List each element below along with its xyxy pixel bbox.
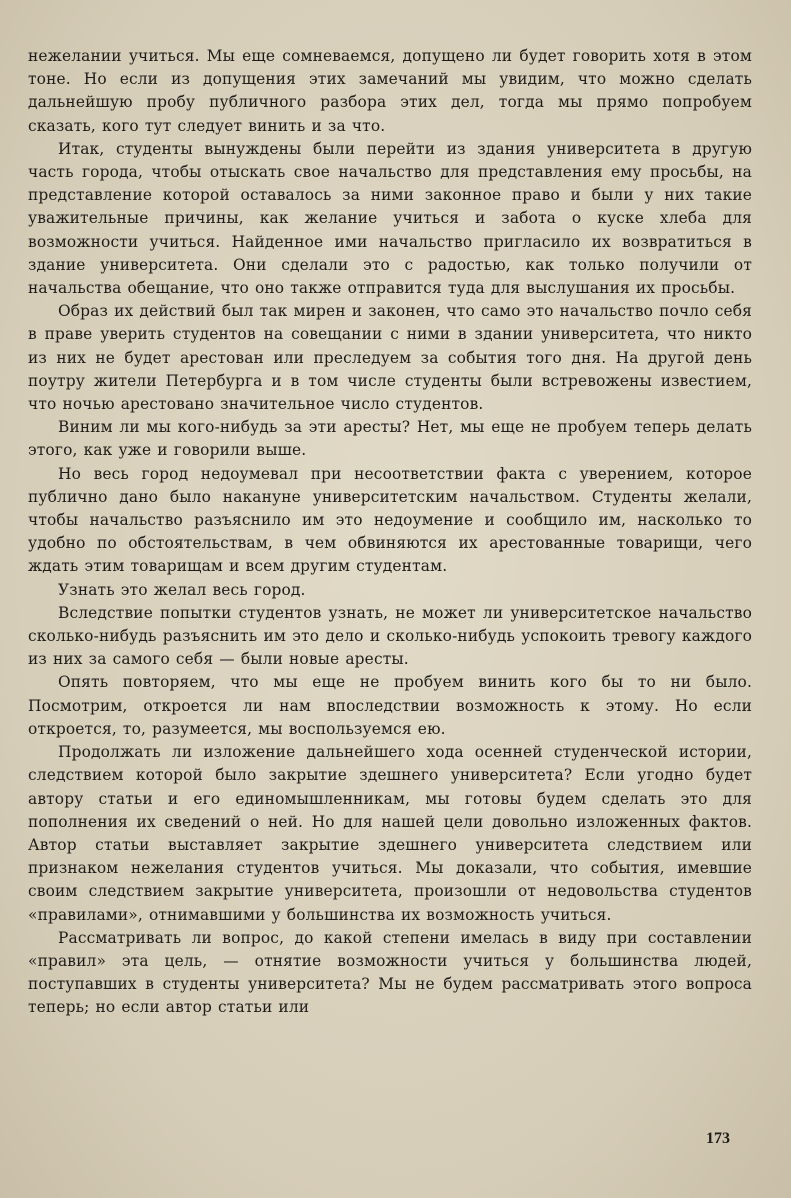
paragraph: Образ их действий был так мирен и законен, что само это начальство почло себя в праве уверить студентов на совещании с ними в здании университета, что никто из них не будет арестован или преследуем за события того дня. На другой день поутру жители Петербурга и в том числе студенты были встревожены известием, что ночью арестовано значительное число студентов.	[28, 302, 752, 414]
paragraph: Узнать это желал весь город.	[58, 580, 306, 599]
body-text	[28, 45, 752, 1020]
paragraph: Рассматривать ли вопрос, до какой степени имелась в виду при составлении «правил» эта цель, — отнятие возможности учиться у большинства людей, поступавших в студенты университета? Мы не будем рассматривать этого вопроса теперь; но если автор статьи или	[28, 928, 752, 1017]
paragraph: Но весь город недоумевал при несоответствии факта с уверением, которое публично дано было накануне университетским начальством. Студенты желали, чтобы начальство разъяснило им это недоумение и сообщило им, насколько то удобно по обстоятельствам, в чем обвиняются их арестованные товарищи, чего ждать этим товарищам и всем другим студентам.	[28, 464, 752, 576]
page-number: 173	[706, 1130, 730, 1147]
paragraph: Опять повторяем, что мы еще не пробуем винить кого бы то ни было. Посмотрим, откроется ли нам впоследствии возможность к этому. Но если откроется, то, разумеется, мы воспользуемся ею.	[28, 673, 752, 738]
paragraph: Продолжать ли изложение дальнейшего хода осенней студенческой истории, следствием которой было закрытие здешнего университета? Если угодно будет автору статьи и его единомышленникам, мы готовы будем сделать это для пополнения их сведений о ней. Но для нашей цели довольно изложенных фактов. Автор статьи выставляет закрытие здешнего университета следствием или признаком нежелания студентов учиться. Мы доказали, что события, имевшие своим следствием закрытие университета, произошли от недовольства студентов «правилами», отнимавшими у большинства их возможность учиться.	[28, 743, 752, 924]
paragraph-continuation: нежелании учиться. Мы еще сомневаемся, допущено ли будет говорить хотя в этом тоне. Но если из допущения этих замечаний мы увидим, что можно сделать дальнейшую пробу публичного разбора этих дел, тогда мы прямо попробуем сказать, кого тут следует винить и за что.	[28, 47, 752, 135]
paragraph: Виним ли мы кого-нибудь за эти аресты? Нет, мы еще не пробуем теперь делать этого, как уже и говорили выше.	[28, 418, 752, 460]
paragraph: Вследствие попытки студентов узнать, не может ли университетское начальство сколько-нибудь разъяснить им это дело и сколько-нибудь успокоить тревогу каждого из них за самого себя — были новые аресты.	[28, 603, 752, 669]
paragraph: Итак, студенты вынуждены были перейти из здания университета в другую часть города, чтобы отыскать свое начальство для представления ему просьбы, на представление которой оставалось за ними законное право и были у них такие уважительные причины, как желание учиться и забота о куске хлеба для возможности учиться. Найденное ими начальство пригласило их возвратиться в здание университета. Они сделали это с радостью, как только получили от начальства обещание, что оно также отправится туда для выслушания их просьбы.	[28, 139, 752, 298]
